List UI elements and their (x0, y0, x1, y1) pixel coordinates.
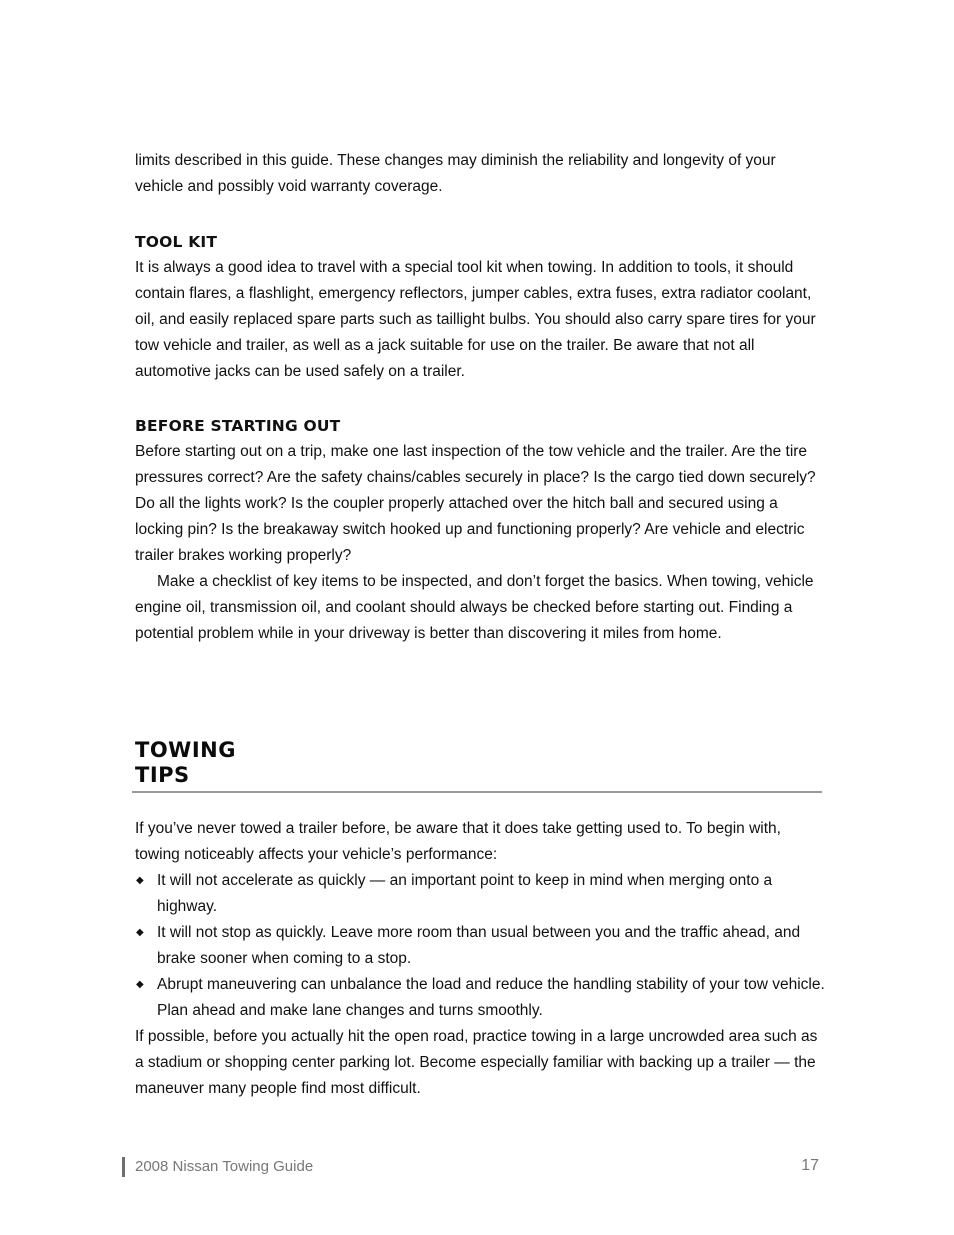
towing-tips-heading (135, 738, 236, 788)
towing-tips-list (135, 868, 825, 1024)
intro-section (135, 148, 825, 200)
list-item-text: It will not accelerate as quickly — an important point to keep in mind when merging onto a highway. (157, 872, 773, 915)
list-item-text: Abrupt maneuvering can unbalance the load and reduce the handling stability of your tow vehicle. Plan ahead and make lane changes and turns smoothly. (157, 976, 825, 1019)
footer-title: 2008 Nissan Towing Guide (135, 1158, 314, 1175)
before-starting-section (135, 413, 825, 647)
before-starting-heading: BEFORE STARTING OUT (135, 417, 341, 435)
section-divider (132, 791, 822, 793)
towing-tips-closing: If possible, before you actually hit the open road, practice towing in a large uncrowded area such as a stadium or shopping center parking lot. Become especially familiar with backing up a trailer — the maneuver many people find most difficult. (135, 1028, 818, 1097)
diamond-bullet-icon: ◆ (136, 927, 144, 938)
towing-tips-heading-line1: TOWING (135, 738, 236, 762)
towing-tips-section (135, 816, 825, 1102)
tool-kit-section (135, 229, 825, 385)
before-starting-para2: Make a checklist of key items to be inspected, and don’t forget the basics. When towing, vehicle engine oil, transmission oil, and coolant should always be checked before starting out. Finding a potential problem while in your driveway is better than discovering it miles from home. (135, 573, 814, 642)
page-number: 17 (801, 1157, 819, 1174)
towing-tips-intro: If you’ve never towed a trailer before, be aware that it does take getting used to. To begin with, towing noticeably affects your vehicle’s performance: (135, 820, 781, 863)
diamond-bullet-icon: ◆ (136, 979, 144, 990)
tool-kit-body: It is always a good idea to travel with a special tool kit when towing. In addition to tools, it should contain flares, a flashlight, emergency reflectors, jumper cables, extra fuses, extra radiator coolant, oil, and easily replaced spare parts such as taillight bulbs. You should also carry spare tires for your tow vehicle and trailer, as well as a jack suitable for use on the trailer. Be aware that not all automotive jacks can be used safely on a trailer. (135, 259, 816, 380)
list-item (135, 972, 825, 1024)
intro-continuation: limits described in this guide. These changes may diminish the reliability and longevity of your vehicle and possibly void warranty coverage. (135, 152, 776, 195)
list-item (135, 868, 825, 920)
diamond-bullet-icon: ◆ (136, 875, 144, 886)
list-item (135, 920, 825, 972)
footer-bar (122, 1157, 125, 1177)
before-starting-para1: Before starting out on a trip, make one last inspection of the tow vehicle and the trailer. Are the tire pressures correct? Are the safety chains/cables securely in place? Is the cargo tied down securely? Do all the lights work? Is the coupler properly attached over the hitch ball and secured using a locking pin? Is the breakaway switch hooked up and functioning properly? Are vehicle and electric trailer brakes working properly? (135, 443, 816, 564)
list-item-text: It will not stop as quickly. Leave more room than usual between you and the traffic ahead, and brake sooner when coming to a stop. (157, 924, 801, 967)
towing-tips-heading-line2: TIPS (135, 763, 190, 787)
tool-kit-heading: TOOL KIT (135, 233, 218, 251)
